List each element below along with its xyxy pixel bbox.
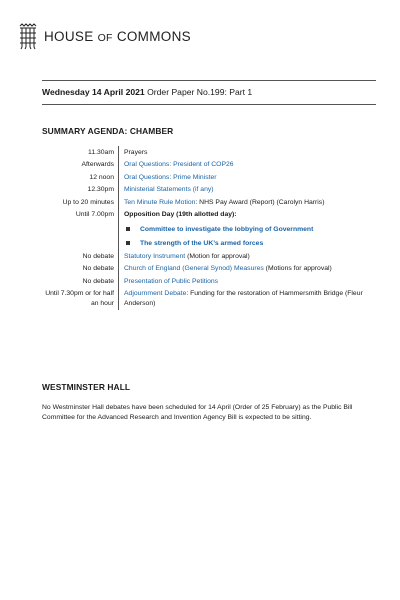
portcullis-logo-icon bbox=[18, 22, 38, 50]
agenda-time: Up to 20 minutes bbox=[62, 198, 114, 206]
agenda-time: Until 7.30pm or for half an hour bbox=[45, 290, 114, 307]
opposition-subitem bbox=[124, 225, 376, 235]
agenda-row bbox=[42, 159, 376, 172]
agenda-item-text: : NHS Pay Award (Report) (Carolyn Harris) bbox=[195, 198, 325, 206]
link-oral-questions-pm[interactable]: Oral Questions: Prime Minister bbox=[124, 173, 217, 181]
link-armed-forces[interactable]: The strength of the UK’s armed forces bbox=[140, 240, 264, 248]
wordmark-of: OF bbox=[97, 31, 113, 44]
wordmark-commons: COMMONS bbox=[116, 28, 191, 44]
link-church-of-england-measures[interactable]: Church of England (General Synod) Measures bbox=[124, 265, 264, 273]
order-paper-date: Wednesday 14 April 2021 bbox=[42, 87, 145, 97]
agenda-time: Afterwards bbox=[81, 161, 114, 169]
link-public-petitions[interactable]: Presentation of Public Petitions bbox=[124, 277, 219, 285]
house-of-commons-wordmark bbox=[44, 29, 191, 44]
agenda-row bbox=[42, 209, 376, 251]
order-paper-number: Order Paper No.199: Part 1 bbox=[144, 87, 253, 97]
link-ten-minute-rule-motion[interactable]: Ten Minute Rule Motion bbox=[124, 198, 196, 206]
agenda-item-text: (Motion for approval) bbox=[185, 252, 250, 260]
opposition-day-label: Opposition Day (19th allotted day): bbox=[124, 211, 237, 219]
bottom-divider bbox=[42, 104, 376, 105]
bullet-square-icon bbox=[126, 227, 130, 231]
link-statutory-instrument[interactable]: Statutory Instrument bbox=[124, 252, 186, 260]
agenda-time: No debate bbox=[82, 277, 114, 285]
agenda-time: 12.30pm bbox=[87, 186, 114, 194]
agenda-row bbox=[42, 171, 376, 184]
order-paper-title bbox=[42, 87, 252, 97]
agenda-time: 12 noon bbox=[89, 173, 114, 181]
link-lobbying-committee[interactable]: Committee to investigate the lobbying of Government bbox=[140, 225, 314, 233]
agenda-time: Until 7.00pm bbox=[75, 211, 114, 219]
agenda-item-text: : Funding for the restoration of Hammersmith Bridge (Fleur Anderson) bbox=[124, 290, 363, 307]
agenda-time: No debate bbox=[82, 252, 114, 260]
bullet-square-icon bbox=[126, 241, 130, 245]
wordmark-house: HOUSE bbox=[44, 28, 94, 44]
agenda-time: No debate bbox=[82, 265, 114, 273]
agenda-row bbox=[42, 250, 376, 263]
agenda-item-text: (Motions for approval) bbox=[263, 265, 332, 273]
agenda-table bbox=[42, 146, 376, 310]
agenda-time: 11.30am bbox=[88, 148, 114, 156]
westminster-hall-heading: WESTMINSTER HALL bbox=[42, 382, 131, 392]
summary-agenda-heading: SUMMARY AGENDA: CHAMBER bbox=[42, 126, 174, 136]
agenda-row bbox=[42, 288, 376, 310]
link-oral-questions-cop26[interactable]: Oral Questions: President of COP26 bbox=[124, 161, 234, 169]
link-ministerial-statements[interactable]: Ministerial Statements (if any) bbox=[124, 186, 214, 194]
page-header bbox=[18, 22, 191, 50]
agenda-row bbox=[42, 275, 376, 288]
link-adjournment-debate[interactable]: Adjournment Debate bbox=[124, 290, 187, 298]
agenda-row bbox=[42, 146, 376, 159]
opposition-subitem bbox=[124, 239, 376, 249]
top-divider bbox=[42, 80, 376, 81]
westminster-hall-text: No Westminster Hall debates have been scheduled for 14 April (Order of 25 February) as the Public Bill Committee for the Advanced Research and Invention Agency Bill is expected to be sitting. bbox=[42, 404, 353, 421]
agenda-item-prayers: Prayers bbox=[119, 146, 377, 159]
agenda-row bbox=[42, 184, 376, 197]
agenda-row bbox=[42, 196, 376, 209]
agenda-row bbox=[42, 263, 376, 276]
